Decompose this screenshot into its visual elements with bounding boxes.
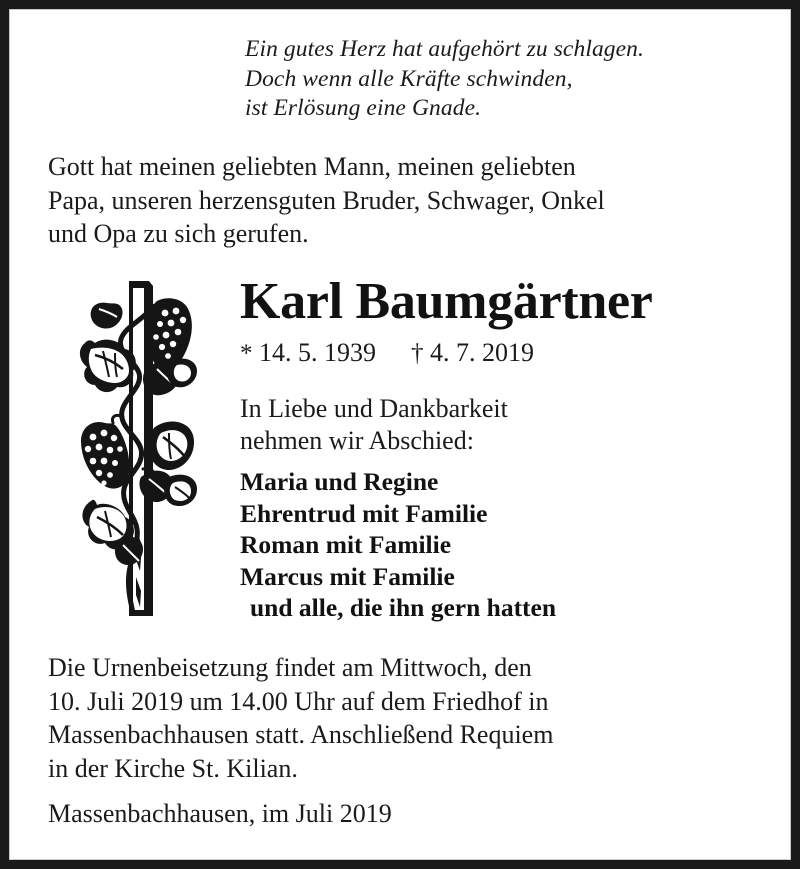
deceased-block xyxy=(240,273,770,624)
death-symbol: † xyxy=(411,340,424,367)
funeral-line-2: 10. Juli 2019 um 14.00 Uhr auf dem Friedhof in xyxy=(48,686,549,716)
farewell-line-1: In Liebe und Dankbarkeit xyxy=(240,394,508,423)
closing-location-date: Massenbachhausen, im Juli 2019 xyxy=(48,799,392,828)
funeral-line-4: in der Kirche St. Kilian. xyxy=(48,753,298,783)
intro-paragraph xyxy=(48,150,738,251)
mourner-line-4: Marcus mit Familie xyxy=(240,561,455,591)
memorial-verse xyxy=(245,35,765,124)
intro-line-2: Papa, unseren herzensguten Bruder, Schwager, Onkel xyxy=(48,185,605,215)
mourner-line-3: Roman mit Familie xyxy=(240,530,452,559)
life-dates xyxy=(240,338,770,369)
mourner-line-5: und alle, die ihn gern hatten xyxy=(250,593,557,622)
mourners-list xyxy=(240,466,770,624)
mourner-line-1: Maria und Regine xyxy=(240,467,439,496)
farewell-line-2: nehmen wir Abschied: xyxy=(240,426,474,455)
notice-inner-frame xyxy=(9,9,791,860)
funeral-line-1: Die Urnenbeisetzung findet am Mittwoch, den xyxy=(48,653,532,682)
funeral-line-3: Massenbachhausen statt. Anschließend Requiem xyxy=(48,720,554,749)
funeral-details xyxy=(48,651,748,785)
birth-symbol: * xyxy=(240,340,253,367)
farewell-text xyxy=(240,393,770,457)
intro-line-3: und Opa zu sich gerufen. xyxy=(48,219,309,248)
birth-date: 14. 5. 1939 xyxy=(259,338,376,367)
death-date: 4. 7. 2019 xyxy=(430,338,534,367)
verse-line-1: Ein gutes Herz hat aufgehört zu schlagen. xyxy=(245,36,644,62)
mourner-line-2: Ehrentrud mit Familie xyxy=(240,498,488,528)
grapevine-on-post-icon xyxy=(77,277,199,621)
intro-line-1: Gott hat meinen geliebten Mann, meinen geliebten xyxy=(48,152,576,181)
deceased-name: Karl Baumgärtner xyxy=(240,273,653,330)
verse-line-2: Doch wenn alle Kräfte schwinden, xyxy=(245,65,573,92)
verse-line-3: ist Erlösung eine Gnade. xyxy=(245,95,482,121)
